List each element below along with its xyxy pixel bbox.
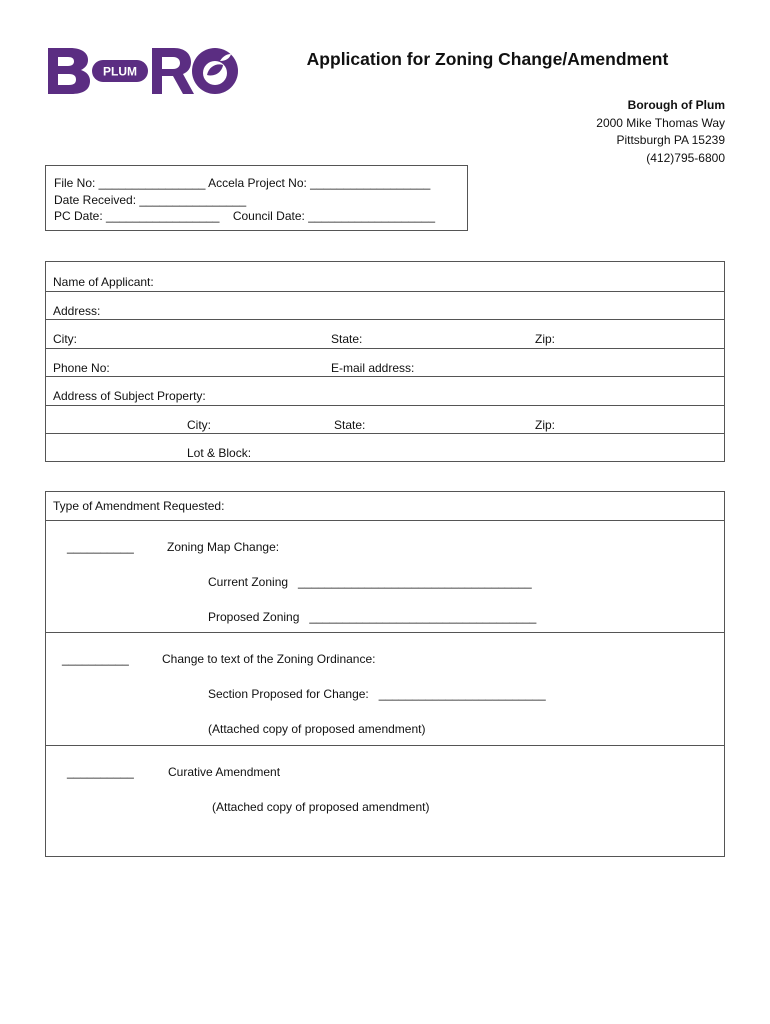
lot-block-row[interactable]	[46, 433, 724, 462]
boro-plum-logo	[44, 44, 240, 96]
curative-blank[interactable]: __________	[67, 765, 134, 779]
subject-address-row[interactable]	[46, 376, 724, 406]
amendment-heading-row	[46, 492, 724, 521]
curative-label: Curative Amendment	[168, 765, 281, 779]
applicant-name-row[interactable]	[46, 262, 724, 292]
org-address-line2: Pittsburgh PA 15239	[616, 133, 725, 147]
section-change-field[interactable]: Section Proposed for Change: _________________________	[208, 687, 546, 701]
council-date-field[interactable]: Council Date: ___________________	[232, 209, 435, 223]
curative-section	[46, 745, 724, 856]
date-received-line[interactable]: Date Received: ________________	[54, 192, 247, 207]
applicant-zip-label: Zip:	[535, 332, 556, 346]
subject-city-row[interactable]	[46, 405, 724, 435]
org-address-line1: 2000 Mike Thomas Way	[596, 115, 725, 130]
map-change-label: Zoning Map Change:	[167, 540, 280, 554]
logo-sub-text: PLUM	[103, 64, 137, 79]
current-zoning-field[interactable]: Current Zoning ___________________________________	[208, 575, 532, 589]
amendment-heading: Type of Amendment Requested:	[53, 499, 225, 513]
applicant-city-row[interactable]	[46, 319, 724, 349]
amendment-type-table	[45, 491, 725, 857]
applicant-info-table	[45, 261, 725, 462]
pc-council-date-line	[54, 208, 467, 225]
pc-date-field[interactable]: PC Date: _________________	[54, 209, 220, 223]
applicant-address-label: Address:	[53, 303, 101, 318]
text-change-section	[46, 632, 724, 746]
text-change-blank[interactable]: __________	[62, 652, 129, 666]
map-change-blank[interactable]: __________	[67, 540, 134, 554]
org-block	[596, 97, 725, 167]
curative-attached-note: (Attached copy of proposed amendment)	[212, 800, 430, 814]
file-no-line[interactable]: File No: ________________ Accela Project No: __________________	[54, 176, 431, 190]
applicant-state-label: State:	[331, 332, 363, 346]
applicant-email-label: E-mail address:	[331, 360, 415, 375]
text-change-label: Change to text of the Zoning Ordinance:	[162, 652, 376, 666]
proposed-zoning-field[interactable]: Proposed Zoning __________________________________	[208, 610, 537, 624]
org-phone: (412)795-6800	[646, 150, 725, 165]
form-title: Application for Zoning Change/Amendment	[306, 49, 669, 69]
applicant-address-row[interactable]	[46, 291, 724, 321]
subject-address-label: Address of Subject Property:	[53, 389, 206, 403]
office-use-box	[45, 165, 468, 231]
applicant-phone-label: Phone No:	[53, 360, 110, 375]
subject-zip-label: Zip:	[535, 417, 556, 432]
applicant-name-label: Name of Applicant:	[53, 275, 154, 289]
applicant-phone-row[interactable]	[46, 348, 724, 378]
map-change-section	[46, 520, 724, 633]
applicant-city-label: City:	[53, 332, 77, 346]
subject-city-label: City:	[187, 417, 211, 432]
text-change-attached-note: (Attached copy of proposed amendment)	[208, 722, 426, 736]
subject-state-label: State:	[334, 417, 366, 432]
lot-block-label: Lot & Block:	[187, 446, 252, 460]
org-name: Borough of Plum	[627, 98, 725, 112]
